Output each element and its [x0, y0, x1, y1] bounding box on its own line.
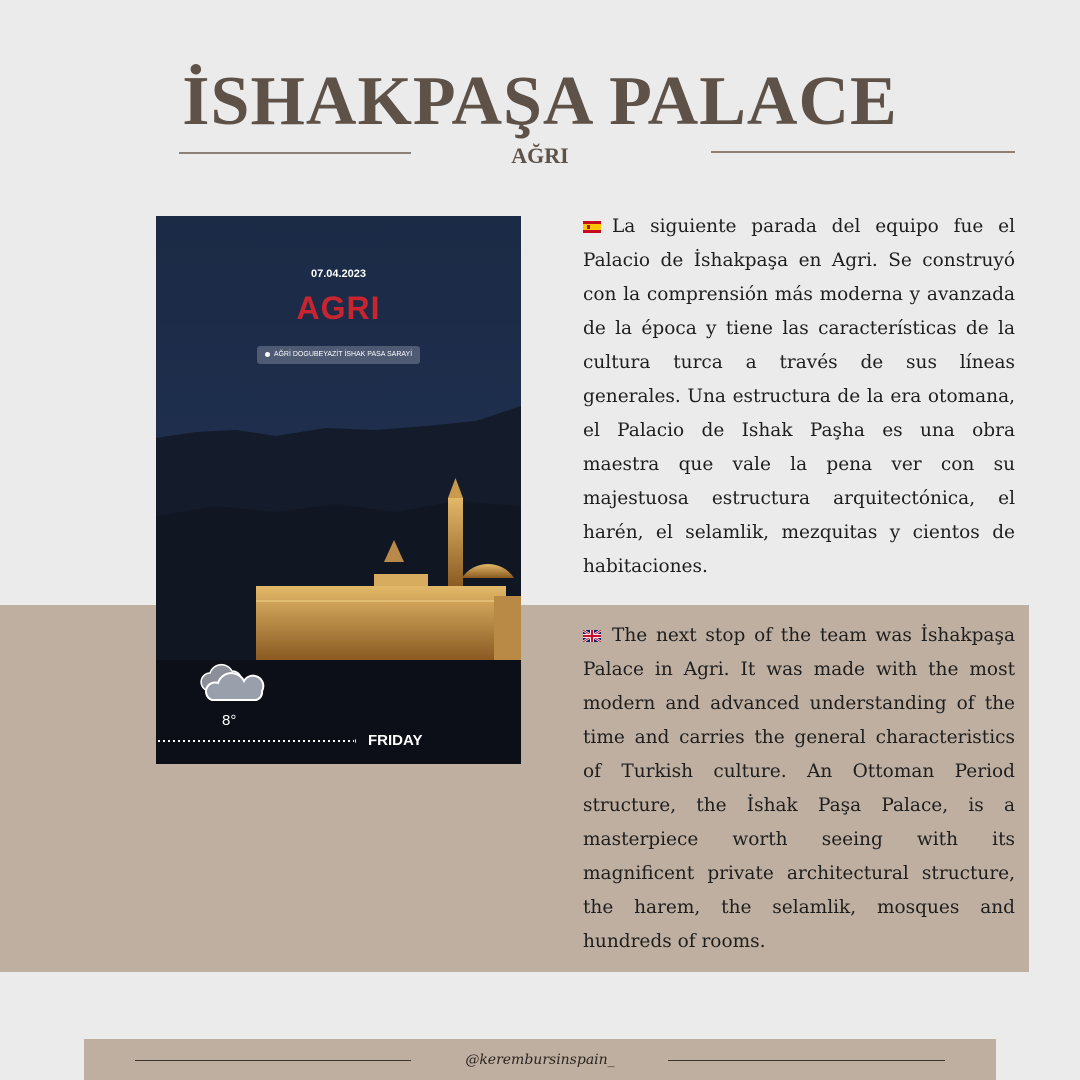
instagram-handle: @kerembursinspain_	[465, 1052, 615, 1068]
location-pin-icon	[265, 352, 270, 357]
uk-flag-icon	[583, 630, 601, 642]
story-city: AGRI	[296, 290, 381, 326]
page-title: İSHAKPAŞA PALACE	[182, 63, 898, 140]
story-location-sticker	[257, 346, 420, 364]
story-location-text: AĞRİ DOGUBEYAZİT İSHAK PASA SARAYİ	[273, 351, 413, 358]
story-day: FRIDAY	[368, 732, 423, 749]
english-paragraph	[583, 619, 1015, 959]
cloud-icon	[196, 660, 268, 704]
story-temperature: 8°	[222, 712, 237, 729]
page-subtitle: AĞRI	[511, 143, 569, 168]
footer-bar	[84, 1039, 996, 1080]
timeline-dots	[156, 738, 356, 744]
spanish-paragraph	[583, 210, 1015, 584]
spanish-text: La siguiente parada del equipo fue el Palacio de İshakpaşa en Agri. Se construyó con la comprensión más moderna y avanzada de la época y tiene las características de la cultura turca a través de sus líneas generales. Una estructura de la era otomana, el Palacio de Ishak Paşha es una obra maestra que vale la pena ver con su majestuosa estructura arquitectónica, el harén, el selamlik, mezquitas y cientos de habitaciones.	[583, 216, 1015, 577]
story-photo	[156, 216, 521, 764]
spain-flag-icon	[583, 221, 601, 233]
english-text: The next stop of the team was İshakpaşa Palace in Agri. It was made with the most modern and advanced understanding of the time and carries the general characteristics of Turkish culture. An Ottoman Period structure, the İshak Paşa Palace, is a masterpiece worth seeing with its magnificent private architectural structure, the harem, the selamlik, mosques and hundreds of rooms.	[583, 625, 1015, 952]
story-date: 07.04.2023	[310, 268, 367, 280]
